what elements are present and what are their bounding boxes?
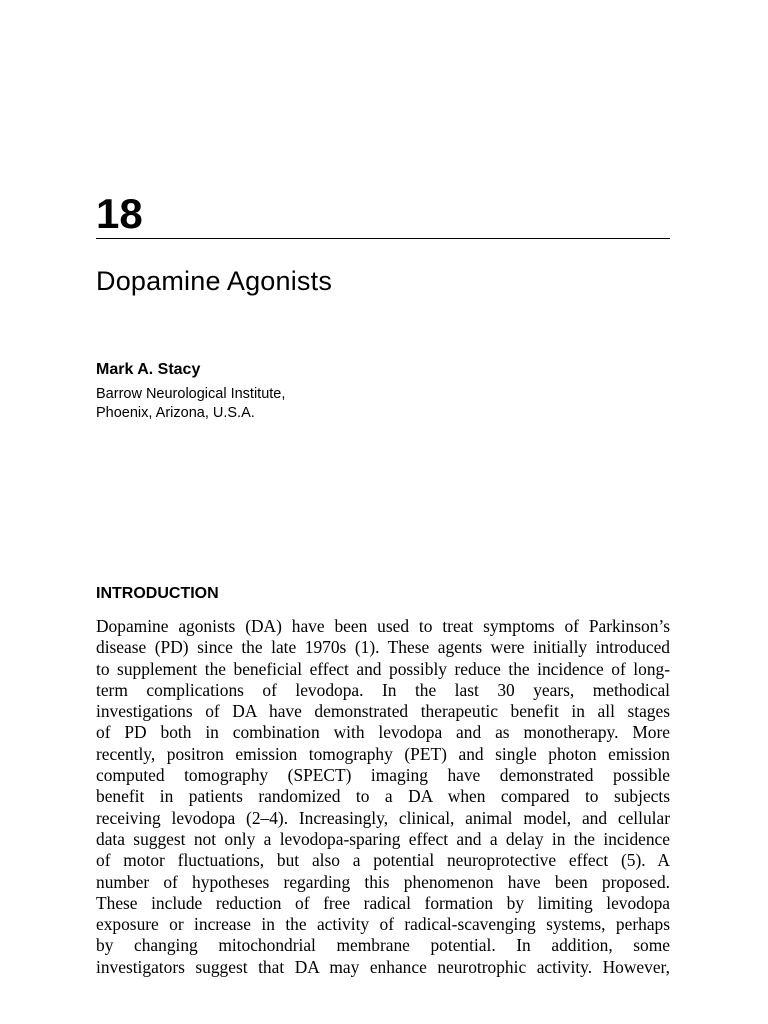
body-line: of motor fluctuations, but also a potential neuroprotective effect (5). A	[96, 850, 670, 871]
body-line: to supplement the beneficial effect and possibly reduce the incidence of long-	[96, 658, 670, 679]
body-line: computed tomography (SPECT) imaging have demonstrated possible	[96, 765, 670, 786]
author-block	[96, 359, 285, 423]
section-heading: INTRODUCTION	[96, 585, 219, 602]
body-line: disease (PD) since the late 1970s (1). These agents were initially introduced	[96, 637, 670, 658]
author-name: Mark A. Stacy	[96, 361, 201, 378]
chapter-title: Dopamine Agonists	[96, 266, 333, 296]
body-line: recently, positron emission tomography (PET) and single photon emission	[96, 743, 670, 764]
body-paragraph	[96, 616, 670, 978]
affiliation-line: Barrow Neurological Institute,	[96, 386, 286, 402]
body-line: investigations of DA have demonstrated therapeutic benefit in all stages	[96, 701, 670, 722]
body-line: exposure or increase in the activity of radical-scavenging systems, perhaps	[96, 914, 670, 935]
body-line: These include reduction of free radical formation by limiting levodopa	[96, 892, 670, 913]
body-line: number of hypotheses regarding this phenomenon have been proposed.	[96, 871, 670, 892]
body-line: benefit in patients randomized to a DA when compared to subjects	[96, 786, 670, 807]
chapter-number: 18	[96, 190, 143, 237]
body-line: investigators suggest that DA may enhance neurotrophic activity. However,	[96, 956, 670, 977]
body-line: term complications of levodopa. In the last 30 years, methodical	[96, 679, 670, 700]
body-line: data suggest not only a levodopa-sparing effect and a delay in the incidence	[96, 828, 670, 849]
body-line: by changing mitochondrial membrane potential. In addition, some	[96, 935, 670, 956]
affiliation-line: Phoenix, Arizona, U.S.A.	[96, 405, 255, 421]
body-line: Dopamine agonists (DA) have been used to treat symptoms of Parkinson’s	[96, 616, 670, 636]
chapter-rule	[96, 238, 670, 239]
body-line: of PD both in combination with levodopa and as monotherapy. More	[96, 722, 670, 743]
body-line: receiving levodopa (2–4). Increasingly, clinical, animal model, and cellular	[96, 807, 670, 828]
